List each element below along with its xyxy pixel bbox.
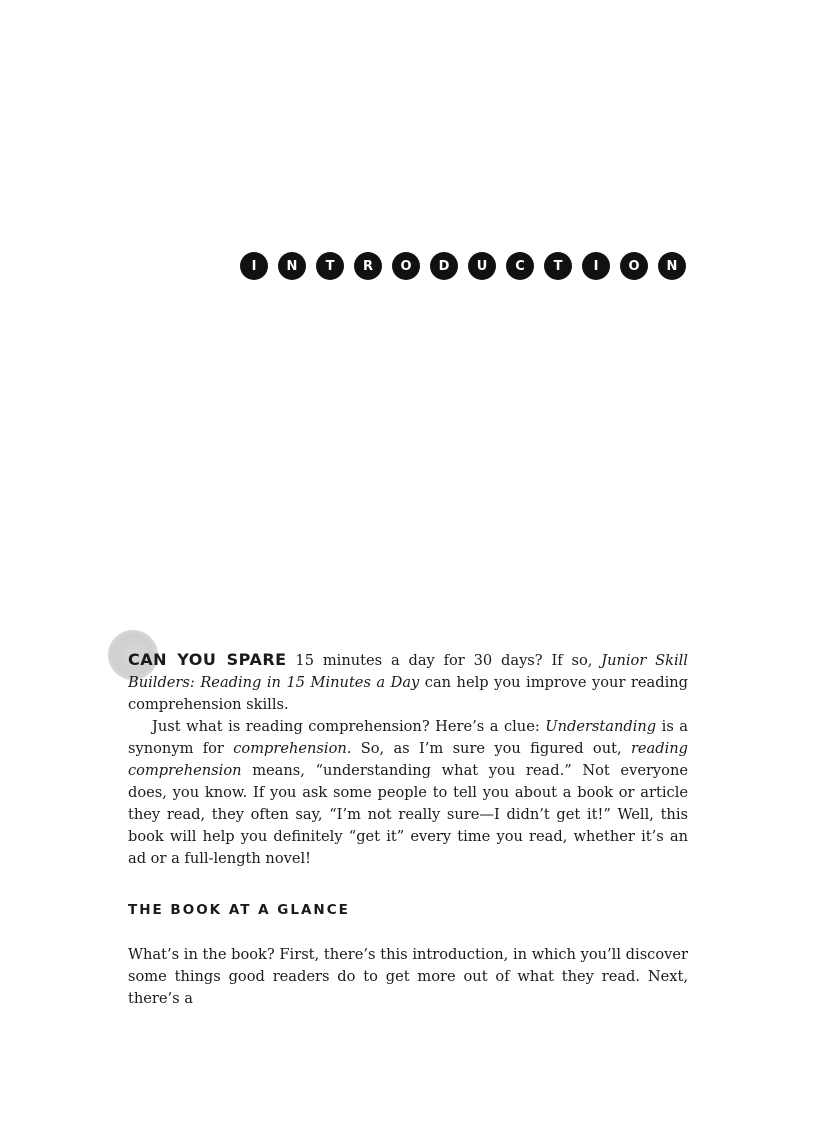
italic-term: reading comprehension bbox=[128, 740, 689, 779]
text-run: . So, as I’m sure you figured out, bbox=[346, 740, 631, 757]
text-run: Just what is reading comprehension? Here’s a clue: bbox=[152, 718, 546, 735]
chapter-letter: D bbox=[430, 252, 458, 280]
chapter-letter: C bbox=[506, 252, 534, 280]
chapter-letter: U bbox=[468, 252, 496, 280]
italic-term: comprehension bbox=[233, 740, 347, 757]
chapter-letter: I bbox=[240, 252, 268, 280]
intro-paragraph bbox=[128, 649, 688, 716]
runin-heading: CAN YOU SPARE bbox=[128, 650, 287, 669]
italic-term: Understanding bbox=[545, 718, 657, 735]
book-title: Junior Skill Builders: Reading in 15 Minutes a Day bbox=[128, 652, 688, 691]
intro-text-run: 15 minutes a day for 30 days? If so, bbox=[286, 652, 602, 669]
chapter-letter: N bbox=[278, 252, 306, 280]
body-paragraph bbox=[128, 716, 688, 870]
chapter-letter: O bbox=[392, 252, 420, 280]
text-run: is a synonym for bbox=[128, 718, 689, 757]
chapter-letter: I bbox=[582, 252, 610, 280]
chapter-letter: O bbox=[620, 252, 648, 280]
chapter-letter: N bbox=[658, 252, 686, 280]
chapter-letter: T bbox=[316, 252, 344, 280]
intro-text-run: can help you improve your reading comprehension skills. bbox=[128, 674, 688, 713]
intro-text bbox=[128, 649, 688, 870]
chapter-letter: T bbox=[544, 252, 572, 280]
section-heading: THE BOOK AT A GLANCE bbox=[128, 902, 350, 918]
section-text bbox=[128, 944, 688, 1010]
body-paragraph: What’s in the book? First, there’s this introduction, in which you’ll discover some things good readers do to get more out of what they read. Next, there’s a bbox=[128, 946, 688, 1007]
chapter-letter: R bbox=[354, 252, 382, 280]
chapter-heading bbox=[240, 252, 686, 280]
text-run: means, “understanding what you read.” Not everyone does, you know. If you ask some people to tell you about a book or article they read, they often say, “I’m not really sure—I didn’t get it!” Well, this book will help you definitely “get it” every time you read, whether it’s an ad or a full-length novel! bbox=[128, 762, 688, 867]
